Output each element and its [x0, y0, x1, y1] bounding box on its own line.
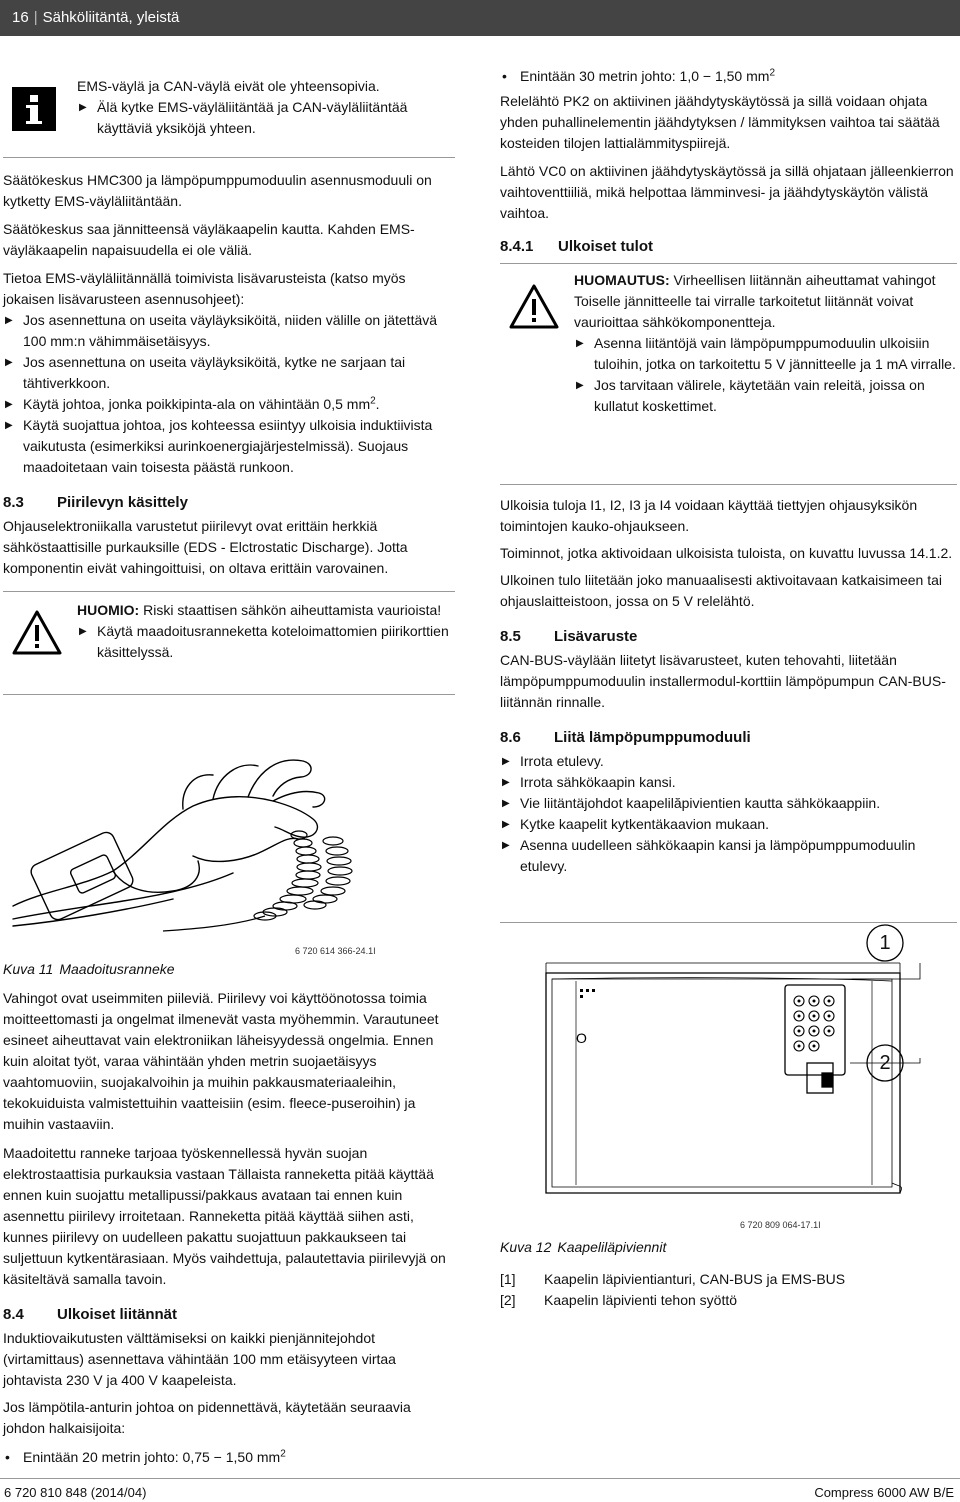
paragraph: Ulkoinen tulo liitetään joko manuaalisesti aktivoitavaan katkaisimeen tai ohjauslaitteistoon, jossa on 5 V relelähtö. — [500, 572, 943, 609]
paragraph: Säätökeskus saa jännitteensä väyläkaapelin kautta. Kahden EMS-väyläkaapelin napaisuudella ei ole väliä. — [3, 221, 415, 258]
list-item: ▶ Asenna uudelleen sähkökaapin kansi ja lämpöpumppumoduulin etulevy. — [500, 835, 957, 877]
warning-icon — [508, 282, 560, 336]
product-name: Compress 6000 AW B/E — [814, 1485, 954, 1500]
wrist-strap-illustration — [3, 701, 455, 941]
callout-label-2: 2 — [879, 1052, 891, 1074]
caution-text: HUOMIO: Riski staattisen sähkön aiheuttamista vaurioista! — [77, 602, 442, 618]
list-item: ▶ Vie liitäntäjohdot kaapelilăpivientien kautta sähkökaappiin. — [500, 793, 957, 814]
caution-note — [3, 591, 455, 695]
paragraph: Relelähtö PK2 on aktiivinen jäähdytyskäytössä ja sillä voidaan ohjata yhden puhallinelementin jäähdytyksen / lämmityksen vaihtoa tai säätää kosteiden tilojen lattialämmityspiirejä. — [500, 93, 940, 151]
document-number: 6 720 810 848 (2014/04) — [4, 1485, 147, 1500]
info-icon — [11, 86, 57, 138]
list-item: ▶ Irrota sähkökaapin kansi. — [500, 772, 957, 793]
right-column — [500, 66, 957, 877]
section-heading: 8.4.1 Ulkoiset tulot — [500, 238, 654, 255]
notice-bullet: ▶ Jos tarvitaan välirele, käytetään vain releitä, joissa on kullatut koskettimet. — [574, 375, 957, 417]
section-heading: 8.3 Piirilevyn käsittely — [3, 494, 188, 511]
callout-label-1: 1 — [879, 932, 891, 954]
info-note-bullet: ▶ Älä kytke EMS-väyläliitäntää ja CAN-väyläliitäntää käyttäviä yksiköjä yhteen. — [77, 97, 455, 139]
paragraph: Ulkoisia tuloja I1, I2, I3 ja I4 voidaan käyttää tiettyjen ohjausyksikön toimintojen kauko-ohjaukseen. — [500, 497, 918, 534]
section-heading: 8.5 Lisävaruste — [500, 628, 638, 645]
notice-note — [500, 263, 957, 485]
legend-item: [2] Kaapelin läpivienti tehon syöttö — [500, 1292, 738, 1308]
caution-bullet: ▶ Käytä maadoitusranneketta koteloimattomien piirikorttien käsittelyssä. — [77, 621, 455, 663]
figure-wrist-strap — [3, 701, 455, 956]
list-item: ▶ Irrota etulevy. — [500, 751, 957, 772]
paragraph: Ohjauselektroniikalla varustetut piirilevyt ovat erittäin herkkiä sähköstaattisille purkauksille (EDS - Elctrostatic Discharge). Jotta komponentin eivät vahingoittuisi, on oltava erittäin varovainen. — [3, 518, 408, 576]
list-item: ▶ Jos asennettuna on useita väyläyksiköitä, niiden välille on jätettävä 100 mm:n vähimmäisetäisyys. — [3, 310, 455, 352]
figure-cable-entries — [500, 922, 957, 1232]
notice-text: HUOMAUTUS: Virheellisen liitännän aiheuttamat vahingot — [574, 272, 936, 288]
warning-icon — [11, 608, 63, 662]
figure-code: 6 720 809 064-17.1I — [740, 1220, 821, 1230]
list-item: ▶ Käytä johtoa, jonka poikkipinta-ala on vähintään 0,5 $mm^2$. — [3, 394, 455, 415]
page-number: 16 — [12, 9, 29, 26]
info-note-text: EMS-väylä ja CAN-väylä eivät ole yhteensopivia. — [77, 78, 380, 94]
notice-text: Toiselle jännitteelle tai virralle tarkoitetut liitännät voivat vaurioittaa sähkökomponentteja. — [574, 293, 914, 330]
section-heading: 8.6 Liitä lämpöpumppumoduuli — [500, 729, 751, 746]
figure-caption: Kuva 12 Kaapeliläpiviennit — [500, 1239, 667, 1255]
info-note — [3, 62, 455, 158]
page-section-title: Sähköliitäntä, yleistä — [42, 9, 180, 26]
paragraph: Jos lämpötila-anturin johtoa on pidennettävä, käytetään seuraavia johdon halkaisijoita: — [3, 1399, 411, 1436]
left-column — [3, 62, 455, 1468]
paragraph: Maadoitettu ranneke tarjoaa työskennellessä hyvän suojan elektrostaattisia purkauksia vastaan Tällaista ranneketta pitää käyttää ennen kuin suojattu metallipussi/pakkaus avataan tai ennen kuin asennettu piirilevy irroitetaan. Ranneketta pitää käyttää siihen asti, kunnes piirilevy on uudelleen pakattu suojattuun pakkaukseen tai suljettuun kytkentärasiaan. Myös vaihdettuja, palautettavia piirilevyjä on käsiteltävä samalla tavoin. — [3, 1145, 446, 1287]
paragraph: Toiminnot, jotka aktivoidaan ulkoisista tuloista, on kuvattu luvussa 14.1.2. — [500, 545, 953, 561]
paragraph: Lähtö VC0 on aktiivinen jäähdytyskäytössä ja sillä ohjataan jälleenkierron vaihtoventtiiliä, mikä helpottaa lämminvesi- ja jäähdytyskäytön välistä vaihtoa. — [500, 163, 954, 221]
paragraph: Säätökeskus HMC300 ja lämpöpumppumoduulin asennusmoduuli on kytketty EMS-väyläliitäntään. — [3, 172, 432, 209]
page-header: 16 | Sähköliitäntä, yleistä — [0, 0, 960, 36]
figure-code: 6 720 614 366-24.1I — [295, 946, 376, 956]
paragraph: Vahingot ovat useimmiten piileviä. Piirilevy voi käyttöönotossa toimia moitteettomasti ja ongelmat ilmenevät vasta myöhemmin. Varautuneet esineet aiheuttavat vain elektroniikan läheisyydessä ongelmia. Ennen kuin aloitat työt, varaa vähintään yhden metrin suojaetäisyys vaahtomuoviin, suojakalvoihin ja muihin pakkausmateriaaleihin, tekokuiduista valmistettuihin vaatteisiin (esim. fleece-puseroihin) ja muihin vastaaviin. — [3, 990, 439, 1132]
list-item: ▶ Käytä suojattua johtoa, jos kohteessa esiintyy ulkoisia induktiivista vaikutusta (esimerkiksi aurinkoenergiajärjestelmissä). Suojaus maadoitetaan vain toisesta päästä runkoon. — [3, 415, 455, 478]
paragraph: CAN-BUS-väylään liitetyt lisävarusteet, kuten tehovahti, liitetään lämpöpumppumoduulin installermodul-korttiin lämpöpumpun CAN-BUS-liitännän rinnalle. — [500, 652, 946, 710]
legend-item: [1] Kaapelin läpivientianturi, CAN-BUS ja EMS-BUS — [500, 1271, 846, 1287]
notice-bullet: ▶ Asenna liitäntöjä vain lämpöpumppumoduulin ulkoisiin tuloihin, jotka on tarkoitettu 5 V jännitteelle ja 1 mA virralle. — [574, 333, 957, 375]
figure-legend — [500, 1269, 957, 1311]
paragraph: Tietoa EMS-väyläliitännällä toimivista lisävarusteista (katso myös jokaisen lisävarusteen asennusohjeet): — [3, 270, 406, 307]
paragraph: Induktiovaikutusten välttämiseksi on kaikki pienjännitejohdot (virtamittaus) asennettava vähintään 100 mm etäisyyteen virtaa johtavista 230 V ja 400 V kaapeleista. — [3, 1330, 396, 1388]
svg-text:O: O — [576, 1030, 587, 1046]
list-item: • Enintään 30 metrin johto: 1,0 − 1,50 $mm^2$ — [500, 66, 957, 87]
section-heading: 8.4 Ulkoiset liitännät — [3, 1306, 178, 1323]
list-item: ▶ Jos asennettuna on useita väyläyksiköitä, kytke ne sarjaan tai tähtiverkkoon. — [3, 352, 455, 394]
page-footer — [0, 1478, 960, 1500]
figure-caption: Kuva 11 Maadoitusranneke — [3, 961, 175, 977]
list-item: • Enintään 20 metrin johto: 0,75 − 1,50 $mm^2$ — [3, 1447, 455, 1468]
figure-12-caption-block — [500, 1237, 957, 1311]
list-item: ▶ Kytke kaapelit kytkentäkaavion mukaan. — [500, 814, 957, 835]
